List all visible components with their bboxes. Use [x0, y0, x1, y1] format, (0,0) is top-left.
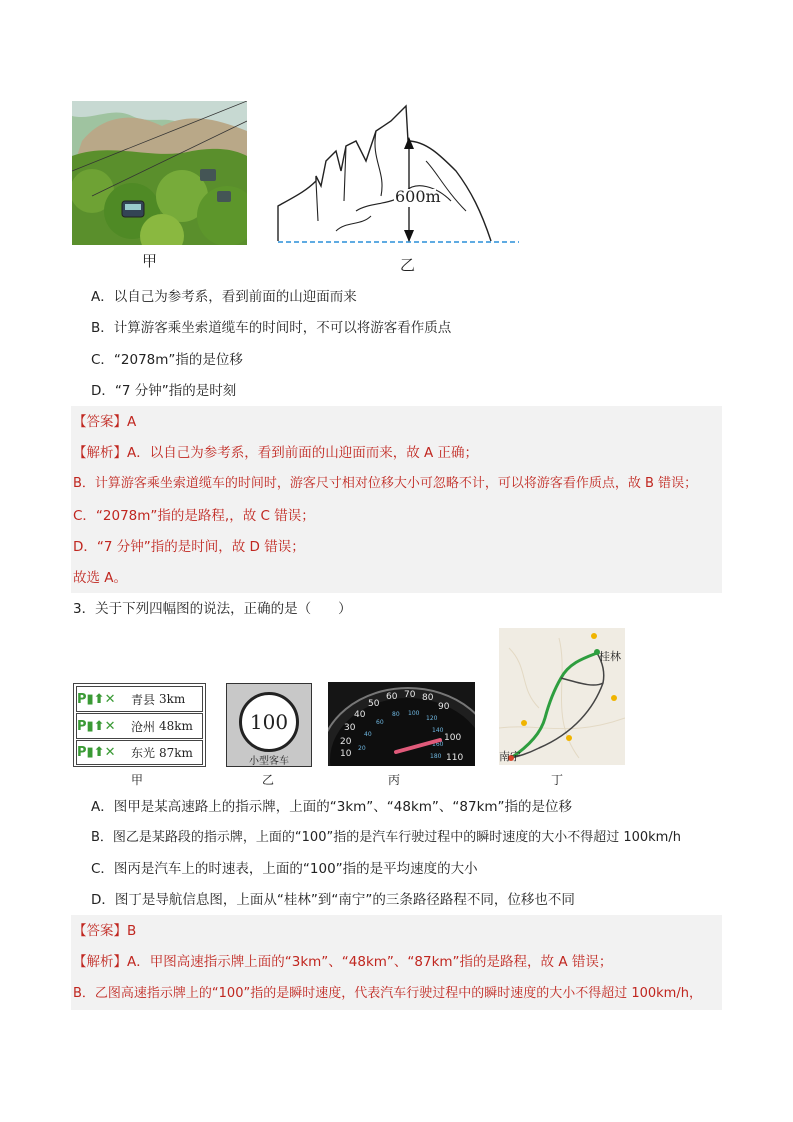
- map-label-guilin: 桂林: [599, 650, 621, 663]
- svg-text:20: 20: [340, 737, 352, 747]
- cable-car-photo: [72, 101, 247, 245]
- q3-option-a: A．图甲是某高速路上的指示牌，上面的“3km”、“48km”、“87km”指的是位移: [91, 799, 573, 815]
- analysis-label: 【解析】: [73, 445, 127, 461]
- svg-text:20: 20: [358, 745, 366, 752]
- svg-text:100: 100: [444, 733, 462, 743]
- q2-option-a: A．以自己为参考系，看到前面的山迎面而来: [91, 289, 357, 305]
- svg-text:110: 110: [446, 753, 464, 763]
- svg-text:120: 120: [426, 715, 438, 722]
- fig-yi-caption: 乙: [400, 256, 416, 274]
- svg-text:140: 140: [432, 727, 444, 734]
- svg-text:60: 60: [386, 692, 398, 702]
- fig-ding-caption: 丁: [551, 773, 564, 787]
- svg-text:80: 80: [392, 711, 400, 718]
- mountain-height-label: 600m: [395, 187, 441, 206]
- q2-analysis-line-1: [73, 443, 478, 463]
- answer-value: B: [127, 923, 137, 939]
- service-icons: P▮⬆✕: [77, 691, 116, 707]
- sign-distance: 48km: [159, 719, 193, 733]
- mountain-diagram: [276, 101, 521, 249]
- speedometer-photo: [328, 682, 475, 766]
- answer-label: 【答案】: [73, 414, 127, 430]
- svg-text:60: 60: [376, 719, 384, 726]
- q3-analysis-line-2: B．乙图高速指示牌上的“100”指的是瞬时速度，代表汽车行驶过程中的瞬时速度的大小不得超过 100km/h，: [73, 986, 702, 1001]
- sign-row-1: [76, 686, 203, 712]
- svg-text:70: 70: [404, 690, 416, 700]
- q2-analysis-line-2: B．计算游客乘坐索道缆车的时间时，游客尺寸相对位移大小可忽略不计，可以将游客看作质点，故 B 错误；: [73, 476, 698, 491]
- svg-text:160: 160: [432, 741, 444, 748]
- fig-bing-caption: 丙: [388, 773, 401, 787]
- q3-analysis-line-1: [73, 952, 612, 972]
- q3-option-b: B．图乙是某路段的指示牌，上面的“100”指的是汽车行驶过程中的瞬时速度的大小不得超过 100km/h: [91, 830, 681, 845]
- sign-distance: 3km: [159, 692, 186, 706]
- sign-distance: 87km: [159, 745, 193, 760]
- q3-option-d: D．图丁是导航信息图，上面从“桂林”到“南宁”的三条路径路程不同，位移也不同: [91, 892, 575, 908]
- q2-option-d: D．“7 分钟”指的是时刻: [91, 383, 237, 399]
- speed-limit-circle: [239, 692, 299, 752]
- highway-sign: [73, 683, 206, 767]
- fig-jia-caption-q3: 甲: [131, 773, 144, 787]
- svg-text:50: 50: [368, 699, 380, 709]
- analysis-text: A．甲图高速指示牌上面的“3km”、“48km”、“87km”指的是路程，故 A 错误；: [127, 954, 613, 970]
- svg-text:80: 80: [422, 693, 434, 703]
- q2-analysis-line-4: D．“7 分钟”指的是时间，故 D 错误；: [73, 539, 305, 555]
- sign-place: 青县: [131, 692, 156, 707]
- sign-row-3: [76, 740, 203, 765]
- service-icons: P▮⬆✕: [77, 745, 116, 760]
- answer-value: A: [127, 414, 137, 430]
- analysis-label: 【解析】: [73, 954, 127, 970]
- sign-place: 沧州: [131, 719, 156, 734]
- speed-limit-sub: 小型客车: [249, 756, 289, 767]
- q3-answer: [73, 921, 136, 941]
- answer-label: 【答案】: [73, 923, 127, 939]
- fig-jia-caption: 甲: [142, 252, 158, 270]
- q2-option-b: B．计算游客乘坐索道缆车的时间时，不可以将游客看作质点: [91, 320, 452, 336]
- svg-text:40: 40: [364, 731, 372, 738]
- navigation-map: [499, 628, 625, 765]
- q2-analysis-line-3: C．“2078m”指的是路程,，故 C 错误；: [73, 508, 315, 524]
- q2-analysis-line-5: 故选 A。: [73, 570, 128, 586]
- q3-option-c: C．图丙是汽车上的时速表，上面的“100”指的是平均速度的大小: [91, 861, 478, 877]
- map-label-nanning: 南宁: [499, 750, 521, 763]
- sign-row-2: [76, 713, 203, 739]
- svg-text:100: 100: [408, 710, 420, 717]
- service-icons: P▮⬆✕: [77, 718, 116, 734]
- svg-text:40: 40: [354, 710, 366, 720]
- speed-limit-value: 100: [249, 710, 289, 734]
- q2-option-c: C．“2078m”指的是位移: [91, 352, 243, 368]
- svg-text:90: 90: [438, 702, 450, 712]
- svg-text:10: 10: [340, 749, 352, 759]
- speed-limit-sign: [226, 683, 312, 767]
- q2-answer: [73, 412, 136, 432]
- q3-stem: 3．关于下列四幅图的说法，正确的是（ ）: [73, 601, 352, 617]
- sign-place: 东光: [131, 746, 156, 760]
- fig-yi-caption-q3: 乙: [262, 773, 275, 787]
- q2-answer-box: [71, 406, 722, 593]
- svg-text:180: 180: [430, 753, 442, 760]
- analysis-text: A．以自己为参考系，看到前面的山迎面而来，故 A 正确；: [127, 445, 479, 461]
- svg-text:30: 30: [344, 723, 356, 733]
